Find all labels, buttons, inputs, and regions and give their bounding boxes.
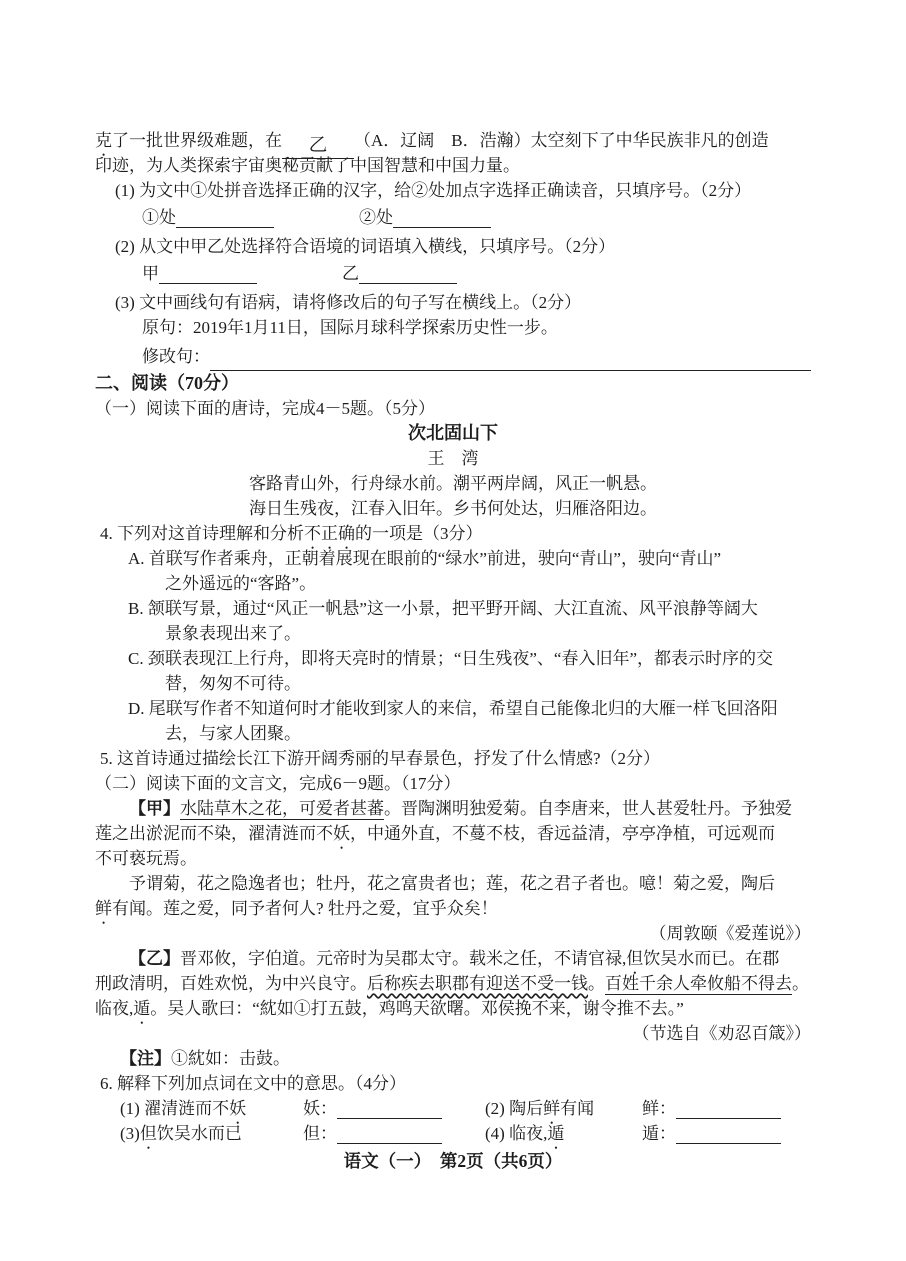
text-run: 。 [588, 974, 605, 993]
passage-yi-line [95, 946, 811, 971]
text-run: （二）阅读下面的文言文，完成6－9题。（17分） [95, 774, 461, 793]
text-run: B. 颔联写景，通过“风正一帆悬”这一小景，把平野开阔、大江直流、风平浪静等阔大 [128, 599, 758, 618]
text-run: 妖： [303, 1099, 337, 1118]
text-run: (1) 濯清涟而不 [120, 1099, 230, 1118]
text-run: 。 [792, 974, 809, 993]
text-run: ，中通外直，不蔓不枝，香远益清，亭亭净植，可远观而 [350, 824, 775, 843]
text-run: 。吴人歌曰：“紞如①打五鼓，鸡鸣天欲曙。邓侯挽不来，谢令推不去。” [150, 999, 684, 1018]
question-6 [100, 1071, 811, 1096]
option-b [128, 596, 811, 621]
question-3 [115, 290, 811, 315]
text-run: 鲜： [642, 1099, 676, 1118]
text-run: 海日生残夜，江春入旧年。乡书何处达，归雁洛阳边。 [249, 499, 657, 518]
poem-author [95, 446, 811, 471]
text-run: 乙 [342, 264, 359, 283]
text-run: 妖 [333, 824, 350, 843]
text-run: 之外遥远的“客路”。 [165, 574, 317, 593]
text-run: 不可亵玩焉。 [95, 849, 197, 868]
answer-blank[interactable] [393, 209, 491, 228]
text-run: 了一批世界级难题，在 [112, 131, 282, 150]
text-run: 6. 解释下列加点词在文中的意思。（4分） [100, 1074, 406, 1093]
text-run: 5. 这首诗通过描绘长江下游开阔秀丽的早春景色，抒发了什么情感?（2分） [100, 749, 661, 768]
text-run: 遁： [642, 1124, 676, 1143]
text-run: 遁 [547, 1124, 565, 1143]
text-run: C. 颈联表现江上行舟，即将天亮时的情景；“日生残夜”、“春入旧年”，都表示时序的交 [128, 649, 774, 668]
text-run: A. 首联写作者乘舟，正朝着展现在眼前的“绿水”前进，驶向“青山”，驶向“青山” [128, 549, 722, 568]
option-a-cont [165, 571, 811, 596]
text-run: （A．辽阔 B．浩瀚）太空刻下了中华民族非凡的创造 [354, 131, 769, 150]
answer-blank[interactable] [159, 265, 257, 284]
answer-blank[interactable] [210, 352, 811, 371]
text-run: 去，与家人团聚。 [165, 724, 301, 743]
text-run: ①处 [142, 208, 176, 227]
text-run: 莲之出淤泥而不染，濯清涟而不 [95, 824, 333, 843]
body-line [95, 128, 811, 156]
passage-source [95, 1021, 811, 1046]
answer-blank[interactable] [676, 1100, 781, 1119]
text-run: 【甲】 [129, 799, 180, 818]
text-run: 百姓千余人牵攸船不得去 [605, 974, 792, 993]
text-run: （节选自《劝忍百箴》） [632, 1024, 811, 1043]
text-run: 原句：2019年1月11日，国际月球科学探索历史性一步。 [142, 318, 558, 337]
option-c-cont [165, 671, 811, 696]
note-line [120, 1046, 811, 1071]
answer-blank[interactable] [337, 1125, 442, 1144]
question-5 [100, 746, 811, 771]
text-run: (2) 陶后 [485, 1099, 544, 1118]
text-run: 临夜, [95, 999, 134, 1018]
text-run: 不正确 [304, 524, 355, 543]
text-run: 甲 [142, 264, 159, 283]
question-1 [115, 178, 811, 203]
text-run: 但 [626, 949, 644, 968]
answer-blank-label[interactable]: 乙 [282, 135, 354, 159]
answer-blank-row [142, 259, 811, 290]
question-4 [100, 521, 811, 546]
text-run: 有闻。莲之爱，同予者何人? 牡丹之爱，宜乎众矣！ [112, 899, 498, 918]
page-footer: 语文（一） 第2页（共6页） [343, 1151, 563, 1171]
passage-yi-line [95, 996, 811, 1021]
text-run: 饮吴水而已 [156, 1124, 242, 1143]
text-run: 但 [139, 1124, 157, 1143]
revised-sentence-row [142, 340, 811, 371]
passage-jia-line [95, 871, 811, 896]
text-run: 二、阅读（70分） [95, 373, 239, 393]
text-run: 【注】 [120, 1049, 171, 1068]
text-run: 但： [303, 1124, 337, 1143]
option-c [128, 646, 811, 671]
body-line [95, 153, 811, 178]
text-run: 鲜 [543, 1099, 561, 1118]
exam-content [95, 128, 811, 1146]
text-run: 予谓菊，花之隐逸者也；牡丹，花之富贵者也；莲，花之君子者也。噫！菊之爱，陶后 [129, 874, 775, 893]
answer-blank[interactable] [337, 1100, 442, 1119]
text-run: 。晋陶渊明独爱菊。自李唐来，世人甚爱牡丹。予独爱 [384, 799, 792, 818]
text-run: ②处 [359, 208, 393, 227]
text-run: 晋邓攸，字伯道。元帝时为吴郡太守。载米之任，不请官禄, [180, 949, 627, 968]
text-run: (3) [120, 1124, 140, 1143]
option-d [128, 696, 811, 721]
text-run: 4. 下列对这首诗理解和分析 [100, 524, 304, 543]
text-run: 鲜 [95, 899, 112, 918]
text-run: (2) 从文中甲乙处选择符合语境的词语填入横线，只填序号。（2分） [115, 237, 616, 256]
subsection-heading [95, 396, 811, 421]
text-run: 克 [95, 131, 112, 150]
poem-line [95, 471, 811, 496]
text-run: 客路青山外，行舟绿水前。潮平两岸阔，风正一帆悬。 [249, 474, 657, 493]
answer-blank[interactable] [359, 265, 457, 284]
option-b-cont [165, 621, 811, 646]
text-run: 景象表现出来了。 [165, 624, 301, 643]
section-heading [95, 371, 811, 396]
text-run: 次北固山下 [408, 423, 498, 443]
option-a [128, 546, 811, 571]
text-run: （一）阅读下面的唐诗，完成4－5题。（5分） [95, 399, 435, 418]
text-run: 王 湾 [427, 449, 479, 468]
passage-jia-line [95, 821, 811, 846]
text-run: 有闻 [560, 1099, 595, 1118]
original-sentence [142, 315, 811, 340]
option-d-cont [165, 721, 811, 746]
text-run: (4) 临夜, [485, 1124, 548, 1143]
text-run: ①紞如：击鼓。 [171, 1049, 290, 1068]
text-run: （周敦颐《爱莲说》） [649, 924, 811, 943]
text-run: 【乙】 [129, 949, 180, 968]
text-run: 水陆草木之花，可爱者甚蕃 [180, 799, 384, 818]
question-2 [115, 234, 811, 259]
text-run: 妖 [229, 1099, 247, 1118]
text-run: 饮吴水而已。在郡 [643, 949, 780, 968]
answer-blank[interactable] [176, 209, 274, 228]
text-run: 遁 [133, 999, 151, 1018]
passage-yi-line [95, 971, 811, 996]
passage-jia-line [95, 796, 811, 821]
text-run: 印迹，为人类探索宇宙奥秘贡献了中国智慧和中国力量。 [95, 156, 520, 175]
text-run: 后称疾去职郡有迎送不受一钱 [367, 974, 588, 993]
text-run: 的一项是（3分） [355, 524, 483, 543]
passage-jia-line [95, 896, 811, 921]
q6-row [120, 1121, 811, 1146]
answer-blank-row [142, 203, 811, 234]
poem-line [95, 496, 811, 521]
text-run: 替，匆匆不可待。 [165, 674, 301, 693]
passage-jia-line [95, 846, 811, 871]
text-run: D. 尾联写作者不知道何时才能收到家人的来信，希望自己能像北归的大雁一样飞回洛阳 [128, 699, 778, 718]
text-run: (3) 文中画线句有语病，请将修改后的句子写在横线上。（2分） [115, 293, 582, 312]
text-run: 修改句： [142, 347, 210, 366]
passage-source [95, 921, 811, 946]
q6-row [120, 1096, 811, 1121]
text-run: (1) 为文中①处拼音选择正确的汉字，给②处加点字选择正确读音，只填序号。（2分） [115, 181, 752, 200]
answer-blank[interactable] [676, 1125, 781, 1144]
text-run: 刑政清明，百姓欢悦，为中兴良守。 [95, 974, 367, 993]
subsection-heading [95, 771, 811, 796]
poem-title [95, 421, 811, 446]
